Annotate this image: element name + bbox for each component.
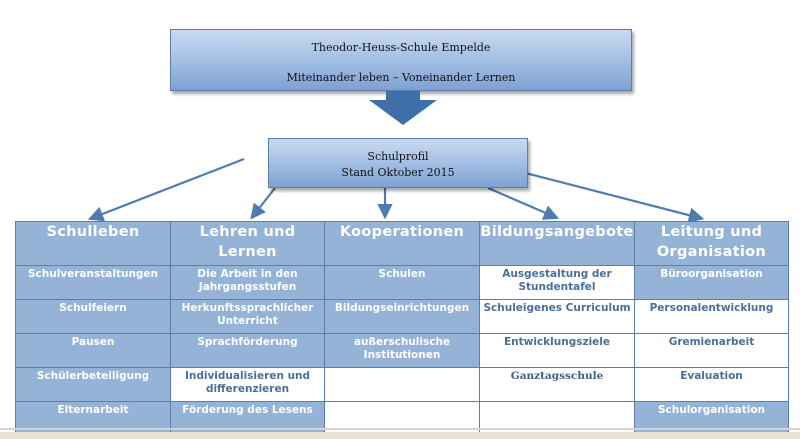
table-cell: Schulen [325, 266, 480, 300]
table-cell: Die Arbeit in den Jahrgangsstufen [171, 266, 325, 300]
table-row [16, 402, 789, 436]
table-cell: Schülerbeteiligung [16, 368, 171, 402]
table-cell: Schulfeiern [16, 300, 171, 334]
table-cell: Ganztagsschule [480, 368, 635, 402]
table-cell: Schulveranstaltungen [16, 266, 171, 300]
table-cell [325, 368, 480, 402]
table-cell: Schuleigenes Curriculum [480, 300, 635, 334]
table-cell [325, 402, 480, 436]
bottom-divider [0, 428, 800, 430]
profile-table [15, 221, 789, 436]
table-cell: Sprachförderung [171, 334, 325, 368]
table-row [16, 266, 789, 300]
arrow-to-leitung [506, 168, 700, 218]
profile-status: Stand Oktober 2015 [341, 166, 455, 179]
table-cell: Entwicklungsziele [480, 334, 635, 368]
table-cell: Schulorganisation [635, 402, 789, 436]
arrow-to-lehren [253, 188, 275, 216]
table-cell: Bildungseinrichtungen [325, 300, 480, 334]
profile-title: Schulprofil [367, 150, 429, 163]
col-header-schulleben: Schulleben [16, 222, 171, 266]
table-cell [480, 402, 635, 436]
table-cell: Büroorganisation [635, 266, 789, 300]
table-header-row [16, 222, 789, 266]
table-cell: Pausen [16, 334, 171, 368]
school-name: Theodor-Heuss-Schule Empelde [311, 41, 491, 54]
table-cell: außerschulische Institutionen [325, 334, 480, 368]
big-down-arrow-icon [369, 91, 437, 125]
profile-box [268, 138, 528, 188]
table-cell: Ausgestaltung der Stundentafel [480, 266, 635, 300]
table-cell: Herkunftssprachlicher Unterricht [171, 300, 325, 334]
col-header-bildungsangebote: Bildungsangebote [480, 222, 635, 266]
table-row [16, 368, 789, 402]
table-cell: Evaluation [635, 368, 789, 402]
table-row [16, 334, 789, 368]
bottom-strip [0, 432, 800, 439]
table-cell: Gremienarbeit [635, 334, 789, 368]
arrow-to-bildungsangebote [488, 188, 555, 217]
col-header-leitung: Leitung und Organisation [635, 222, 789, 266]
school-motto: Miteinander leben – Voneinander Lernen [286, 71, 516, 84]
table-cell: Elternarbeit [16, 402, 171, 436]
table-cell: Personalentwicklung [635, 300, 789, 334]
table-row [16, 300, 789, 334]
table-cell: Individualisieren und differenzieren [171, 368, 325, 402]
col-header-kooperationen: Kooperationen [325, 222, 480, 266]
arrow-to-schulleben [92, 159, 244, 218]
col-header-lehren: Lehren und Lernen [171, 222, 325, 266]
table-cell: Förderung des Lesens [171, 402, 325, 436]
